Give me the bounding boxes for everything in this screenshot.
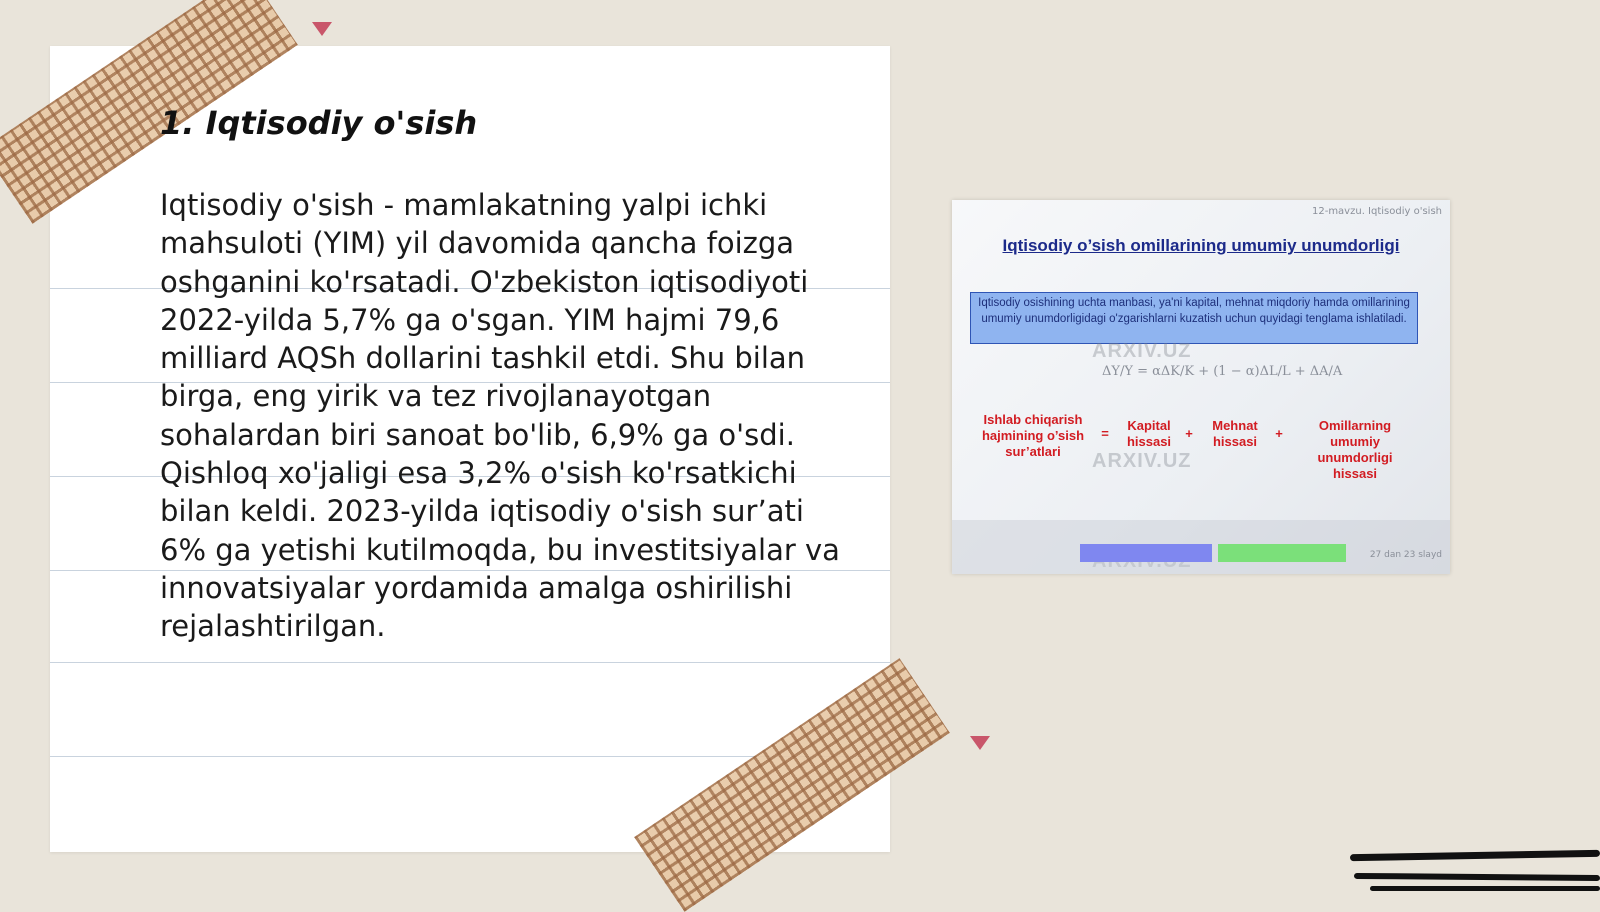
growth-formula: ΔY/Y = αΔK/K + (1 − α)ΔL/L + ΔA/A (1102, 364, 1343, 379)
slide-info-box: Iqtisodiy osishining uchta manbasi, ya'ni kapital, mehnat miqdoriy hamda omillarining umumiy unumdorligidagi o'zgarishlarni kuzatish uchun quyidagi tenglama ishlatiladi. (970, 292, 1418, 344)
term-labour: Mehnat hissasi (1212, 418, 1258, 449)
term-equals: = (1101, 426, 1109, 441)
slide-footer: 27 dan 23 slayd (1369, 550, 1442, 560)
brush-stroke-decoration (1354, 873, 1600, 881)
tape-pin-decoration (312, 22, 332, 36)
slide-nav-bar (1218, 544, 1346, 562)
term-capital: Kapital hissasi (1126, 418, 1172, 449)
watermark: ARXIV.UZ (1092, 450, 1192, 472)
ruled-line (50, 662, 890, 663)
slide-corner-label: 12-mavzu. Iqtisodiy o'sish (1311, 206, 1442, 217)
body-paragraph: Iqtisodiy o'sish - mamlakatning yalpi ichki mahsuloti (YIM) yil davomida qancha foizga oshganini ko'rsatadi. O'zbekiston iqtisodiyoti 2022-yilda 5,7% ga o'sgan. YIM hajmi 79,6 milliard AQSh dollarini tashkil etdi. Shu bilan birga, eng yirik va tez rivojlanayotgan sohalardan biri sanoat bo'lib, 6,9% ga o'sdi. Qishloq xo'jaligi esa 3,2% o'sish ko'rsatkichi bilan keldi. 2023-yilda iqtisodiy o'sish sur’ati 6% ga yetishi kutilmoqda, bu investitsiyalar va innovatsiyalar yordamida amalga oshirilishi rejalashtirilgan. (160, 188, 840, 644)
slide-image (952, 200, 1450, 574)
slide-title: Iqtisodiy o’sish omillarining umumiy unumdorligi (1002, 236, 1400, 255)
term-plus: + (1185, 426, 1193, 441)
watermark: ARXIV.UZ (1092, 340, 1192, 362)
term-output-growth: Ishlab chiqarish hajmining o’sish sur’atlari (981, 412, 1085, 459)
page-title: 1. Iqtisodiy o'sish (160, 104, 478, 142)
tape-pin-decoration (970, 736, 990, 750)
term-tfp: Omillarning umumiy unumdorligi hissasi (1317, 418, 1393, 481)
term-plus: + (1275, 426, 1283, 441)
brush-stroke-decoration (1350, 850, 1600, 861)
brush-stroke-decoration (1370, 886, 1600, 891)
slide-nav-bar (1080, 544, 1212, 562)
